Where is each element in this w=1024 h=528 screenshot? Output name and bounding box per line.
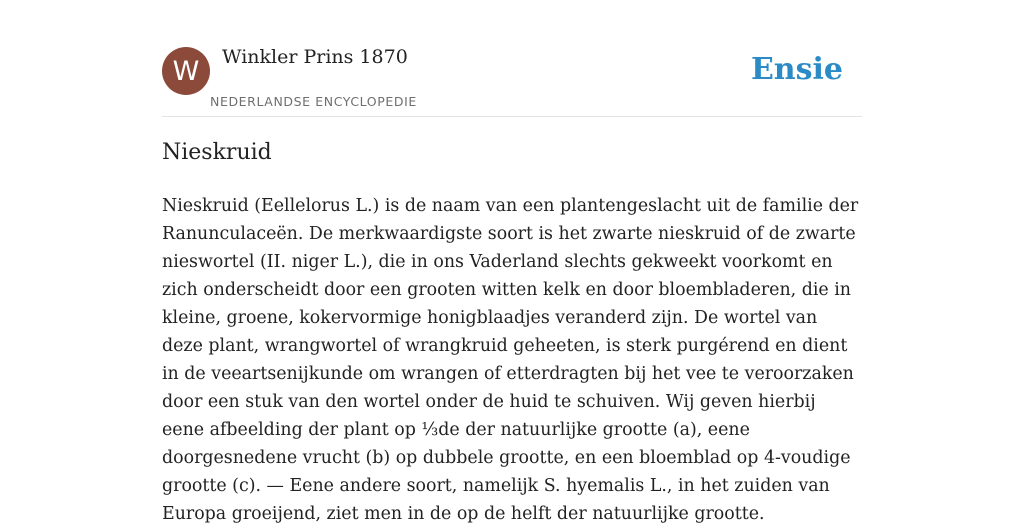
ensie-logo[interactable]: Ensie: [750, 52, 843, 87]
source-avatar[interactable]: W: [162, 47, 210, 95]
page-container: [162, 0, 862, 524]
entry-body: Nieskruid (Eellelorus L.) is de naam van een plantengeslacht uit de familie der Ranunculaceën. De merkwaardigste soort is het zwarte nieskruid of de zwarte nieswortel (II. niger L.), die in ons Vaderland slechts gekweekt voorkomt en zich onderscheidt door een grooten witten kelk en door bloembladeren, die in kleine, groene, kokervormige honigblaadjes veranderd zijn. De wortel van deze plant, wrangwortel of wrangkruid geheeten, is sterk purgérend en dient in de veeartsenijkunde om wrangen of etterdragten bij het vee te veroorzaken door een stuk van den wortel onder de huid te schuiven. Wij geven hierbij eene afbeelding der plant op ⅓de der natuurlijke grootte (a), eene doorgesnedene vrucht (b) op dubbele grootte, en een bloemblad op 4-voudige grootte (c). — Eene andere soort, namelijk S. hyemalis L., in het zuiden van Europa groeijend, ziet men in de op de helft der natuurlijke grootte.: [162, 196, 859, 524]
source-subtitle: NEDERLANDSE ENCYCLOPEDIE: [210, 94, 417, 109]
header: [162, 0, 862, 117]
entry-title: Nieskruid: [162, 140, 272, 165]
source-title[interactable]: Winkler Prins 1870: [222, 46, 408, 68]
